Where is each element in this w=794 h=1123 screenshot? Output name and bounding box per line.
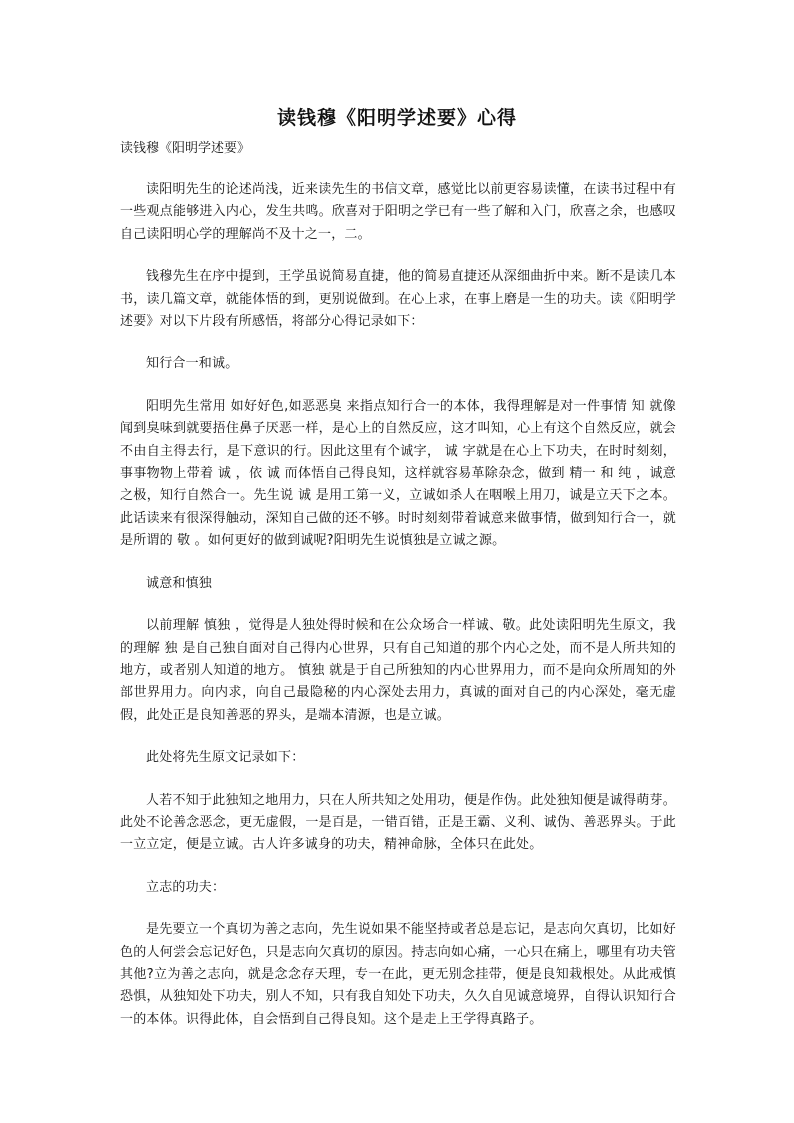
section-heading-shendu: 诚意和慎独 [146, 575, 213, 591]
section-heading-zhixing: 知行合一和诚。 [146, 356, 239, 372]
paragraph-shendu: 以前理解 慎独 ，觉得是人独处得时候和在公众场合一样诚、敬。此处读阳明先生原文，我的理解 独 是自己独自面对自己得内心世界，只有自己知道的那个内心之处，而不是人所共知的地方，或者别人知道的地方。 慎独 就是于自己所独知的内心世界用力，而不是向众所周知的外部世界用力。向内求，向自己最隐秘的内心深处去用力，真诚的面对自己的内心深处，毫无虚假，此处正是良知善恶的界头，是端本清源，也是立诚。 [120, 618, 676, 723]
paragraph-zhixing: 阳明先生常用 如好好色,如恶恶臭 来指点知行合一的本体，我得理解是对一件事情 知 就像闻到臭味到就要捂住鼻子厌恶一样，是心上的自然反应，这才叫知，心上有这个自然反应，就会不由自主得去行，是下意识的行。因此这里有个诚字， 诚 字就是在心上下功夫，在时时刻刻，事事物物上带着 诚 ，依 诚 而体悟自己得良知，这样就容易革除杂念，做到 精一 和 纯 ，诚意之极，知行自然合一。先生说 诚 是用工第一义，立诚如杀人在咽喉上用刀，诚是立天下之本。此话读来有很深得触动，深知自己做的还不够。时时刻刻带着诚意来做事情，做到知行合一，就是所谓的 敬 。如何更好的做到诚呢?阳明先生说慎独是立诚之源。 [120, 398, 676, 549]
paragraph-preface: 钱穆先生在序中提到，王学虽说简易直捷，他的简易直捷还从深细曲折中来。断不是读几本书，读几篇文章，就能体悟的到，更别说做到。在心上求，在事上磨是一生的功夫。读《阳明学述要》对以下片段有所感悟，将部分心得记录如下： [120, 269, 676, 330]
document-subtitle: 读钱穆《阳明学述要》 [120, 141, 251, 156]
document-title: 读钱穆《阳明学述要》心得 [276, 107, 517, 129]
section-heading-quote: 此处将先生原文记录如下： [146, 750, 305, 766]
paragraph-intro: 读阳明先生的论述尚浅，近来读先生的书信文章，感觉比以前更容易读懂，在读书过程中有一些观点能够进入内心，发生共鸣。欣喜对于阳明之学已有一些了解和入门，欣喜之余，也感叹自己读阳明心学的理解尚不及十之一，二。 [120, 182, 676, 242]
paragraph-quote: 人若不知于此独知之地用力，只在人所共知之处用功，便是作伪。此处独知便是诚得萌芽。此处不论善念恶念，更无虚假，一是百是，一错百错，正是王霸、义利、诚伪、善恶界头。于此一立立定，便是立诚。古人许多诚身的功夫，精神命脉，全体只在此处。 [120, 792, 676, 853]
paragraph-lizhi: 是先要立一个真切为善之志向，先生说如果不能坚持或者总是忘记，是志向欠真切，比如好色的人何尝会忘记好色，只是志向欠真切的原因。持志向如心痛，一心只在痛上，哪里有功夫管其他?立为善之志向，就是念念存天理，专一在此，更无别念挂带，便是良知栽根处。从此戒慎恐惧，从独知处下功夫，别人不知，只有我自知处下功夫，久久自见诚意境界，自得认识知行合一的本体。识得此体，自会悟到自己得良知。这个是走上王学得真路子。 [120, 922, 676, 1027]
document-body [120, 179, 676, 1051]
section-heading-lizhi: 立志的功夫： [146, 879, 226, 895]
